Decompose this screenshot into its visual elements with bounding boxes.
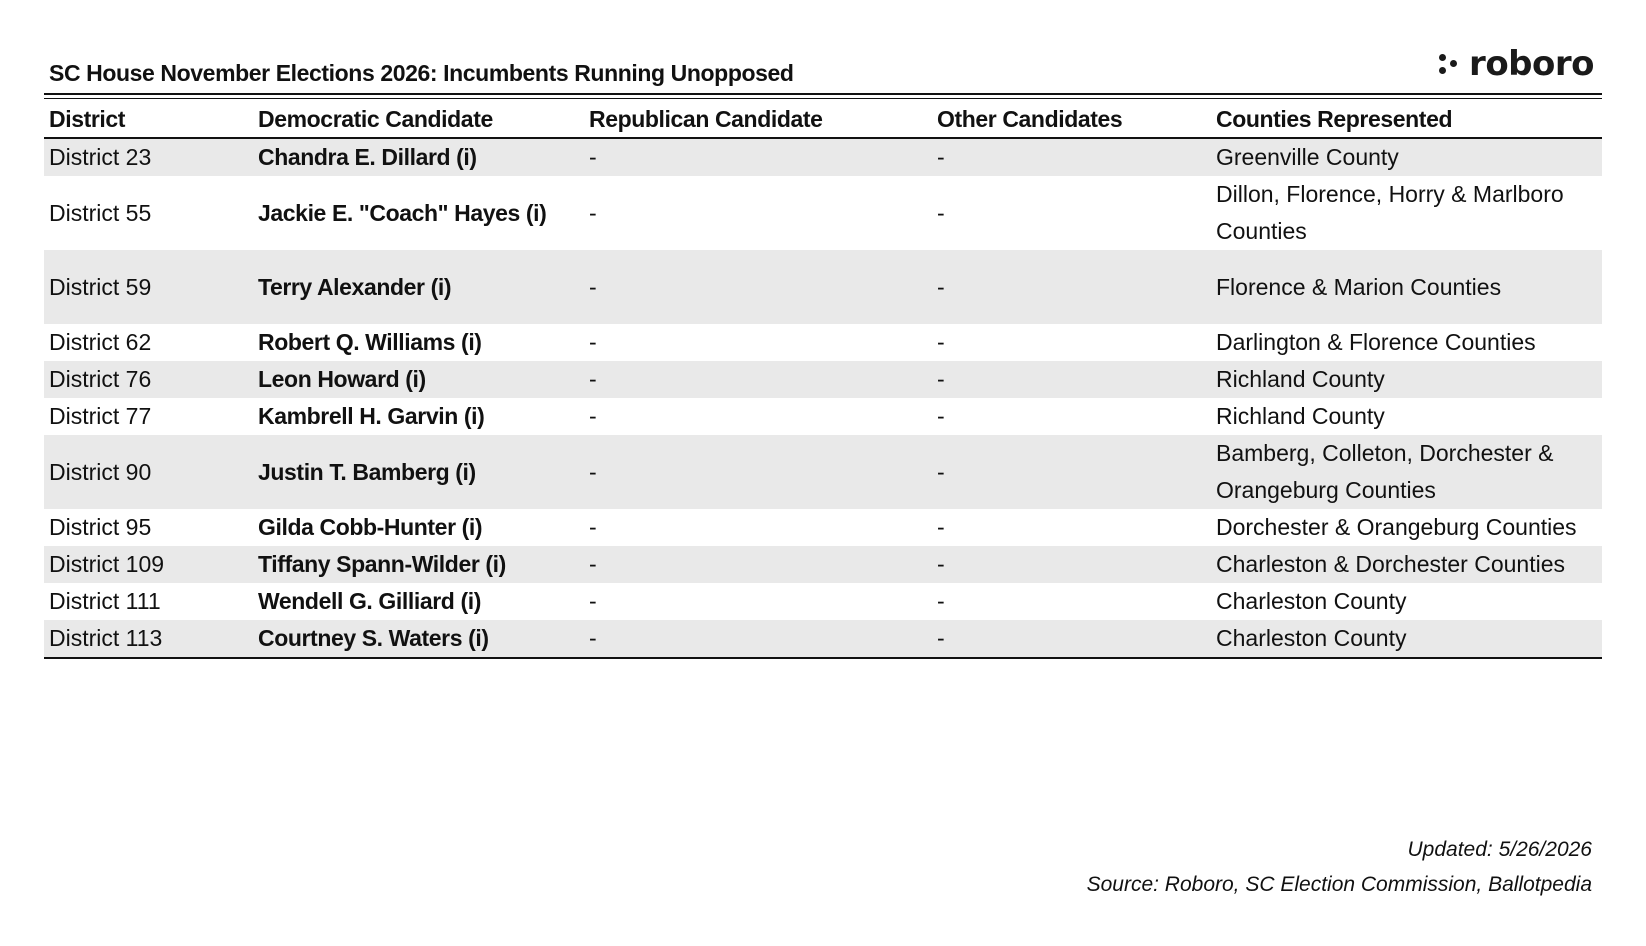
other-candidates-cell: - <box>932 546 1211 583</box>
democratic-candidate-cell: Terry Alexander (i) <box>253 250 584 324</box>
republican-candidate-cell: - <box>584 361 932 398</box>
counties-cell: Richland County <box>1216 403 1385 429</box>
header-counties-represented: Counties Represented <box>1211 100 1602 138</box>
other-candidates-cell: - <box>937 588 945 614</box>
other-candidates-cell: - <box>937 199 945 226</box>
district-cell: District 111 <box>49 588 161 614</box>
table-row <box>44 176 1602 250</box>
table-header-row <box>44 100 1602 138</box>
counties-cell: Charleston County <box>1211 620 1602 658</box>
republican-candidate-cell: - <box>589 403 597 429</box>
counties-cell: Florence & Marion Counties <box>1211 250 1602 324</box>
republican-candidate-cell: - <box>589 329 597 355</box>
counties-cell: Charleston & Dorchester Counties <box>1211 546 1602 583</box>
roboro-logo <box>1439 44 1594 84</box>
header-district: District <box>44 100 253 138</box>
header-democratic-candidate: Democratic Candidate <box>253 100 584 138</box>
counties-cell: Richland County <box>1211 361 1602 398</box>
other-candidates-cell: - <box>937 514 945 540</box>
table-row <box>44 398 1602 435</box>
source-note: Source: Roboro, SC Election Commission, Ballotpedia <box>1086 873 1592 896</box>
other-candidates-cell: - <box>937 403 945 429</box>
header-other-candidates: Other Candidates <box>932 100 1211 138</box>
republican-candidate-cell: - <box>584 138 932 176</box>
democratic-candidate-cell: Tiffany Spann-Wilder (i) <box>253 546 584 583</box>
counties-cell: Greenville County <box>1211 138 1602 176</box>
district-cell: District 62 <box>49 329 152 355</box>
other-candidates-cell: - <box>932 435 1211 509</box>
democratic-candidate-cell: Leon Howard (i) <box>253 361 584 398</box>
republican-candidate-cell: - <box>589 588 597 614</box>
other-candidates-cell: - <box>932 620 1211 658</box>
district-cell: District 59 <box>44 250 253 324</box>
other-candidates-cell: - <box>932 250 1211 324</box>
democratic-candidate-cell: Robert Q. Williams (i) <box>258 329 482 355</box>
district-cell: District 77 <box>49 403 152 429</box>
table-row <box>44 250 1602 324</box>
updated-note: Updated: 5/26/2026 <box>1407 838 1592 861</box>
table-row <box>44 546 1602 583</box>
district-cell: District 23 <box>44 138 253 176</box>
republican-candidate-cell: - <box>584 546 932 583</box>
district-cell: District 113 <box>44 620 253 658</box>
district-cell: District 55 <box>49 199 152 226</box>
counties-cell: Dillon, Florence, Horry & Marlboro Counties <box>1216 181 1564 244</box>
table-row <box>44 324 1602 361</box>
district-cell: District 109 <box>44 546 253 583</box>
elections-table <box>44 100 1602 659</box>
republican-candidate-cell: - <box>589 199 597 226</box>
democratic-candidate-cell: Justin T. Bamberg (i) <box>253 435 584 509</box>
district-cell: District 90 <box>44 435 253 509</box>
district-cell: District 95 <box>49 514 152 540</box>
table-row <box>44 435 1602 509</box>
counties-cell: Bamberg, Colleton, Dorchester & Orangeburg Counties <box>1211 435 1602 509</box>
roboro-dots-logo-icon <box>1439 50 1459 78</box>
other-candidates-cell: - <box>937 329 945 355</box>
title-double-rule <box>44 93 1602 99</box>
republican-candidate-cell: - <box>589 514 597 540</box>
page-title: SC House November Elections 2026: Incumbents Running Unopposed <box>49 60 794 86</box>
democratic-candidate-cell: Wendell G. Gilliard (i) <box>258 588 481 614</box>
democratic-candidate-cell: Jackie E. "Coach" Hayes (i) <box>258 199 547 226</box>
democratic-candidate-cell: Gilda Cobb-Hunter (i) <box>258 514 483 540</box>
republican-candidate-cell: - <box>584 620 932 658</box>
other-candidates-cell: - <box>932 361 1211 398</box>
table-row <box>44 138 1602 176</box>
table-row <box>44 509 1602 546</box>
democratic-candidate-cell: Courtney S. Waters (i) <box>253 620 584 658</box>
header-republican-candidate: Republican Candidate <box>584 100 932 138</box>
district-cell: District 76 <box>44 361 253 398</box>
logo-wordmark: roboro <box>1469 44 1594 84</box>
table-row <box>44 620 1602 658</box>
democratic-candidate-cell: Kambrell H. Garvin (i) <box>258 403 485 429</box>
other-candidates-cell: - <box>932 138 1211 176</box>
democratic-candidate-cell: Chandra E. Dillard (i) <box>253 138 584 176</box>
counties-cell: Charleston County <box>1216 588 1407 614</box>
table-row <box>44 583 1602 620</box>
republican-candidate-cell: - <box>584 435 932 509</box>
counties-cell: Dorchester & Orangeburg Counties <box>1216 514 1577 540</box>
counties-cell: Darlington & Florence Counties <box>1216 329 1536 355</box>
table-row <box>44 361 1602 398</box>
republican-candidate-cell: - <box>584 250 932 324</box>
